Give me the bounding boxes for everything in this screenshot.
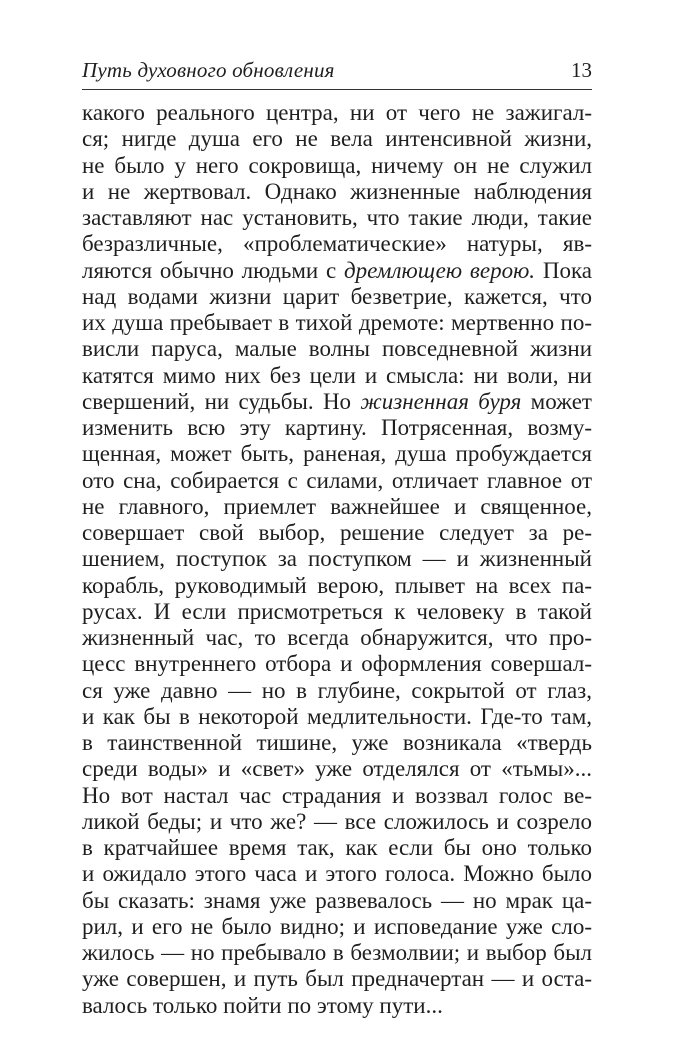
text-line: ся уже давно — но в глубине, сокрытой от глаз, bbox=[82, 677, 592, 703]
text-line: рил, и его не было видно; и исповедание уже сло- bbox=[82, 913, 592, 939]
text-line: жилось — но пребывало в безмолвии; и выбор был bbox=[82, 940, 592, 965]
text-line: не главного, приемлет важнейшее и священное, bbox=[82, 493, 592, 519]
text-line: валось только пойти по этому пути... bbox=[82, 992, 443, 1018]
text-line: ото сна, собирается с силами, отличает главное от bbox=[82, 467, 592, 493]
text-line: какого реального центра, ни от чего не зажигал- bbox=[82, 100, 592, 125]
text-line: уже совершен, и путь был предначертан — и оста- bbox=[82, 966, 592, 992]
text-line: и ожидало этого часа и этого голоса. Можно было bbox=[82, 861, 592, 887]
text-line: ся; нигде душа его не вела интенсивной жизни, bbox=[82, 126, 592, 152]
text-line: изменить всю эту картину. Потрясенная, возму- bbox=[82, 415, 592, 440]
text-line: совершает свой выбор, решение следует за ре- bbox=[82, 520, 592, 545]
text-line: в таинственной тишине, уже возникала «твердь bbox=[82, 730, 592, 755]
header-rule bbox=[82, 89, 592, 90]
text-line: их душа пребывает в тихой дремоте: мертвенно по- bbox=[82, 310, 592, 335]
text-line: заставляют нас установить, что такие люди, такие bbox=[82, 205, 592, 230]
text-line: катятся мимо них без цели и смысла: ни воли, ни bbox=[82, 362, 592, 388]
text-line: цесс внутреннего отбора и оформления совершал- bbox=[82, 651, 592, 677]
text-line bbox=[82, 389, 592, 415]
running-title: Путь духовного обновления bbox=[82, 58, 335, 82]
text-line: русах. И если присмотреться к человеку в такой bbox=[82, 598, 592, 624]
running-head bbox=[82, 58, 592, 86]
text-line: шением, поступок за поступком — и жизненный bbox=[82, 546, 592, 572]
text-line: висли паруса, малые волны повседневной жизни bbox=[82, 336, 592, 362]
italic-emphasis: дремлющею верою. bbox=[344, 257, 536, 283]
text-line: бы сказать: знамя уже развевалось — но мрак ца- bbox=[82, 887, 592, 913]
text-segment: ляются обычно людьми с bbox=[82, 257, 345, 283]
text-line: щенная, может быть, раненая, душа пробуждается bbox=[82, 441, 592, 467]
text-line: безразличные, «проблематические» натуры, яв- bbox=[82, 231, 592, 257]
text-line: и как бы в некоторой медлительности. Где-то там, bbox=[82, 703, 592, 729]
text-line: среди воды» и «свет» уже отделялся от «тьмы»... bbox=[82, 756, 592, 782]
text-line: ликой беды; и что же? — все сложилось и созрело bbox=[82, 808, 592, 834]
text-segment: Пока bbox=[535, 257, 592, 283]
text-segment: может bbox=[521, 388, 592, 414]
text-line: в кратчайшее время так, как если бы оно только bbox=[82, 835, 592, 860]
text-line: и не жертвовал. Однако жизненные наблюдения bbox=[82, 178, 592, 204]
text-line: жизненный час, то всегда обнаружится, что про- bbox=[82, 625, 592, 650]
page-number: 13 bbox=[571, 58, 592, 82]
text-line: корабль, руководимый верою, плывет на всех па- bbox=[82, 572, 592, 598]
text-line: Но вот настал час страдания и воззвал голос ве- bbox=[82, 782, 592, 808]
text-line: не было у него сокровища, ничему он не служил bbox=[82, 152, 592, 178]
text-line bbox=[82, 258, 592, 284]
text-line: над водами жизни царит безветрие, кажется, что bbox=[82, 283, 592, 309]
italic-emphasis: жизненная буря bbox=[360, 388, 522, 414]
body-text bbox=[82, 100, 592, 1019]
text-segment: свершений, ни судьбы. Но bbox=[82, 388, 361, 414]
